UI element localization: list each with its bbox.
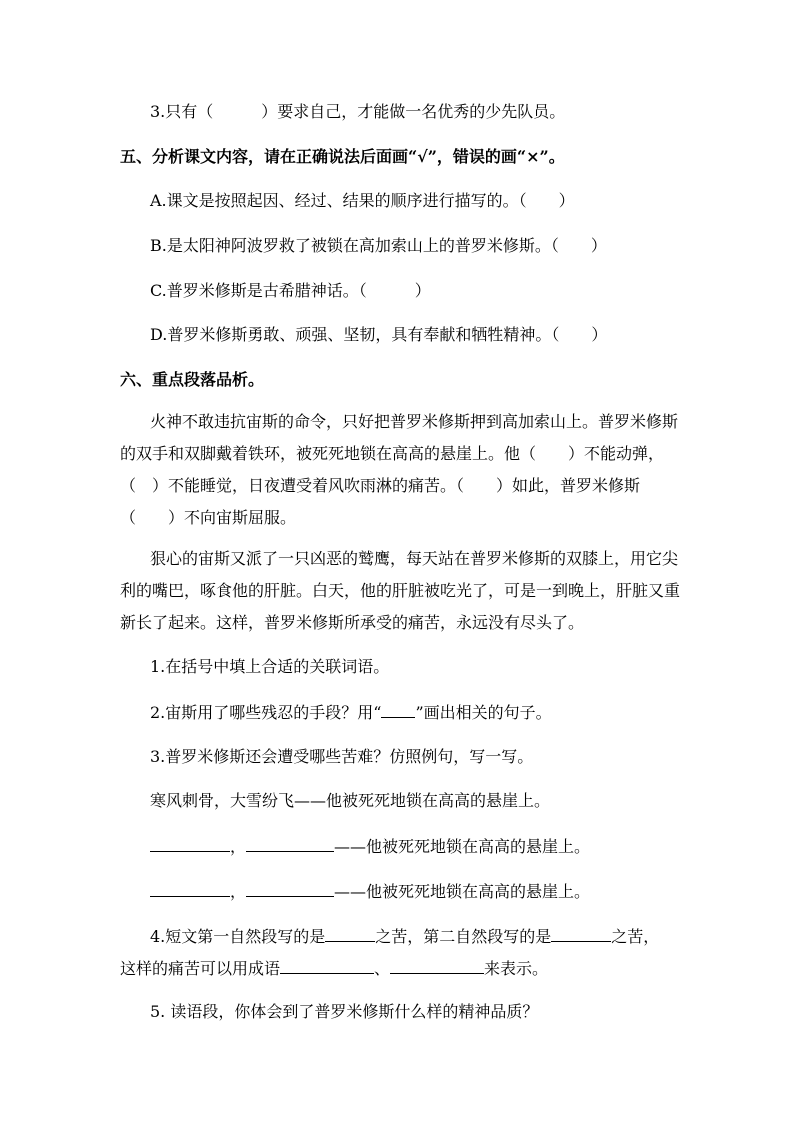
section5-item-c: C.普罗米修斯是古希腊神话。（ ） — [150, 281, 431, 300]
section6-q3: 3.普罗米修斯还会遭受哪些苦难？仿照例句，写一写。 — [150, 747, 534, 766]
answer-blank[interactable] — [551, 925, 611, 942]
answer-blank[interactable] — [246, 880, 334, 897]
section6-q5: 5. 读语段，你体会到了普罗米修斯什么样的精神品质？ — [150, 1002, 539, 1021]
q2-text-after: ”画出相关的句子。 — [415, 703, 552, 722]
para2-line-2: 利的嘴巴，啄食他的肝脏。白天，他的肝脏被吃光了，可是一到晚上，肝脏又重 — [120, 581, 681, 600]
section6-q4-line-1 — [150, 925, 659, 947]
q4-text-b: 之苦，第二自然段写的是 — [375, 927, 552, 946]
section6-q2 — [150, 701, 552, 723]
section5-item-b: B.是太阳神阿波罗救了被锁在高加索山上的普罗米修斯。（ ） — [150, 236, 607, 255]
q2-underline-sample — [381, 701, 415, 718]
section5-item-a: A.课文是按照起因、经过、结果的顺序进行描写的。（ ） — [150, 191, 575, 210]
q3-answer-row-2 — [150, 880, 590, 902]
answer-blank[interactable] — [150, 835, 230, 852]
comma: ， — [230, 837, 247, 856]
para1-line-2: 的双手和双脚戴着铁环，被死死地锁在高高的悬崖上。他（ ）不能动弹， — [120, 444, 665, 463]
q4-text-a: 4.短文第一自然段写的是 — [150, 927, 326, 946]
q3-example: 寒风刺骨，大雪纷飞——他被死死地锁在高高的悬崖上。 — [150, 791, 551, 810]
q4-text-d: 这样的痛苦可以用成语 — [120, 959, 281, 978]
section6-q4-line-2 — [120, 957, 548, 979]
answer-blank[interactable] — [325, 925, 375, 942]
para1-line-3: （ ）不能睡觉，日夜遭受着风吹雨淋的痛苦。（ ）如此，普罗米修斯 — [120, 476, 641, 495]
section5-heading: 五、分析课文内容，请在正确说法后面画“√”，错误的画“×”。 — [120, 147, 565, 166]
q3-row-tail: ——他被死死地锁在高高的悬崖上。 — [334, 837, 591, 856]
para1-line-1: 火神不敢违抗宙斯的命令，只好把普罗米修斯押到高加索山上。普罗米修斯 — [150, 412, 679, 431]
q4-text-e: 、 — [374, 959, 391, 978]
q4-text-c: 之苦， — [611, 927, 660, 946]
answer-blank[interactable] — [150, 880, 230, 897]
section6-heading: 六、重点段落品析。 — [120, 370, 265, 389]
q2-text-before: 2.宙斯用了哪些残忍的手段？用“ — [150, 703, 382, 722]
q3-row-tail: ——他被死死地锁在高高的悬崖上。 — [334, 882, 591, 901]
comma: ， — [230, 882, 247, 901]
para1-line-4: （ ）不向宙斯屈服。 — [120, 508, 297, 527]
para2-line-3: 新长了起来。这样，普罗米修斯所承受的痛苦，永远没有尽头了。 — [120, 613, 585, 632]
q4-item-3: 3.只有（ ）要求自己，才能做一名优秀的少先队员。 — [150, 102, 566, 121]
answer-blank[interactable] — [390, 957, 484, 974]
answer-blank[interactable] — [246, 835, 334, 852]
answer-blank[interactable] — [280, 957, 374, 974]
section6-q1: 1.在括号中填上合适的关联词语。 — [150, 657, 390, 676]
q4-text-f: 来表示。 — [484, 959, 549, 978]
q3-answer-row-1 — [150, 835, 590, 857]
section5-item-d: D.普罗米修斯勇敢、顽强、坚韧，具有奉献和牺牲精神。（ ） — [150, 325, 608, 344]
para2-line-1: 狠心的宙斯又派了一只凶恶的鹫鹰，每天站在普罗米修斯的双膝上，用它尖 — [150, 549, 679, 568]
